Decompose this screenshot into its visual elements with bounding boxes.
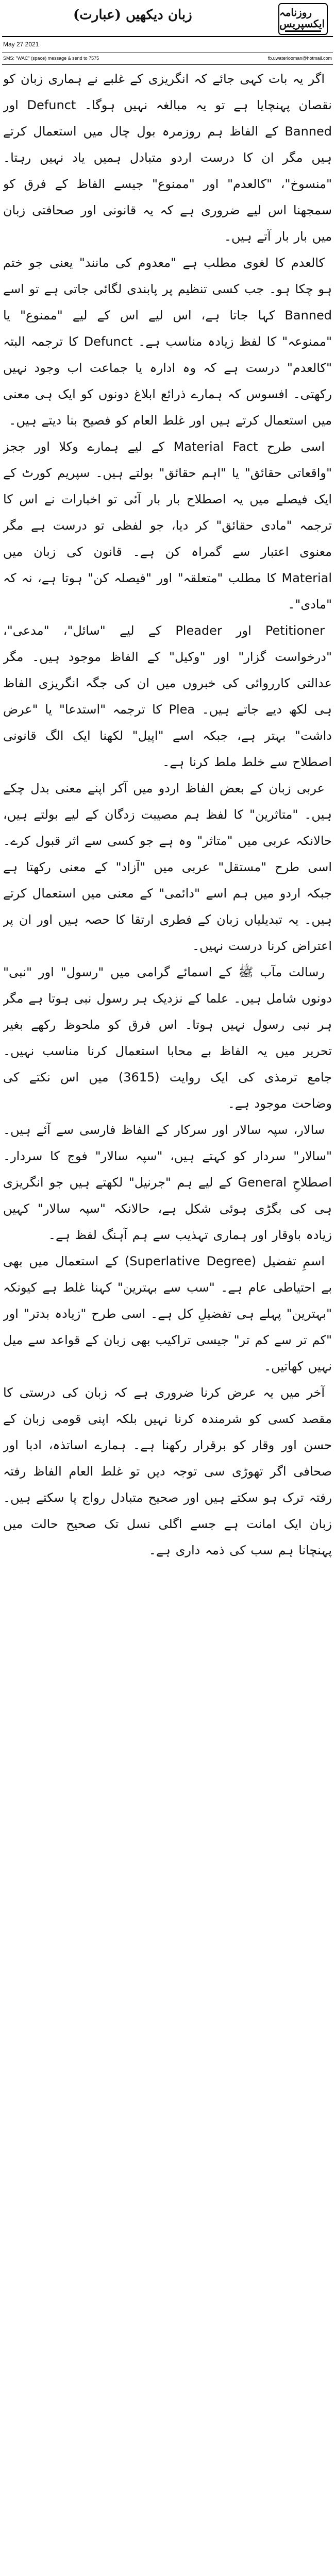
date-bar	[2, 37, 333, 53]
masthead	[2, 0, 333, 37]
article-body	[3, 66, 332, 2576]
sms-instructions: SMS: "WAC" (space) message & send to 7575	[3, 56, 99, 61]
newspaper-logo	[278, 3, 328, 35]
article-paragraph: سالار، سپہ سالار اور سرکار کے الفاظ فارسی سے آئے ہیں۔ "سالار" سردار کو کہتے ہیں، "سپہ سالار" فوج کا سردار۔ اصطلاحِ General کے لیے ہم "جرنیل" لکھتے ہیں جو انگریزی ہی کی بگڑی ہوئی شکل ہے، حالانکہ "سپہ سالار" کہیں زیادہ باوقار اور ہماری تہذیب سے ہم آہنگ لفظ ہے۔	[3, 1123, 332, 1242]
article-paragraph: اسی طرح Material Fact کے لیے ہمارے وکلا اور ججز "واقعاتی حقائق" یا "اہم حقائق" بولتے ہیں۔ سپریم کورٹ کے ایک فیصلے میں یہ اصطلاح بار بار آئی تو اخبارات نے اس کا ترجمہ "مادی حقائق" کر دیا، جو لفظی تو درست ہے مگر معنوی اعتبار سے گمراہ کن ہے۔ قانون کی زبان میں Material کا مطلب "متعلقہ" اور "فیصلہ کن" ہوتا ہے، نہ کہ "مادی"۔	[3, 439, 332, 612]
publish-date: May 27 2021	[3, 41, 39, 48]
article-paragraph: اسمِ تفضیل (Superlative Degree) کے استعمال میں بھی بے احتیاطی عام ہے۔ "سب سے بہترین" کہنا غلط ہے کیونکہ "بہترین" پہلے ہی تفضیلِ کل ہے۔ اسی طرح "زیادہ بدتر" اور "کم تر سے کم تر" جیسی تراکیب بھی زبان کے قواعد سے میل نہیں کھاتیں۔	[3, 1254, 332, 1374]
logo-text: روزنامہ ایکسپریس	[279, 6, 325, 30]
author-email[interactable]: fb.uwaterlooman@hotmail.com	[267, 56, 332, 61]
column-title: زبان دیکھیں (عبارت)	[73, 7, 192, 23]
article-text	[3, 66, 332, 1564]
article-paragraph: آخر میں یہ عرض کرنا ضروری ہے کہ زبان کی درستی کا مقصد کسی کو شرمندہ کرنا نہیں بلکہ اپنی قومی زبان کے حسن اور وقار کو برقرار رکھنا ہے۔ ہمارے اساتذہ، ادبا اور صحافی اگر تھوڑی سی توجہ دیں تو غلط العام الفاظ رفتہ رفتہ ترک ہو سکتے ہیں اور صحیح متبادل رواج پا سکتے ہیں۔ زبان ایک امانت ہے جسے اگلی نسل تک صحیح حالت میں پہنچانا ہم سب کی ذمہ داری ہے۔	[3, 1385, 332, 1557]
logo-rule	[285, 30, 321, 32]
article-paragraph: اگر یہ بات کہی جائے کہ انگریزی کے غلبے نے ہماری زبان کو نقصان پہنچایا ہے تو یہ مبالغہ نہیں ہوگا۔ Defunct اور Banned کے الفاظ ہم روزمرہ بول چال میں استعمال کرتے ہیں مگر ان کا درست اردو متبادل ہمیں یاد نہیں رہتا۔ "منسوخ"، "کالعدم" اور "ممنوع" جیسے الفاظ کے فرق کو سمجھنا اس لیے ضروری ہے کہ یہ قانونی اور صحافتی زبان میں بار بار آتے ہیں۔	[3, 72, 332, 244]
article-paragraph: رسالت مآب ﷺ کے اسمائے گرامی میں "رسول" اور "نبی" دونوں شامل ہیں۔ علما کے نزدیک ہر رسول نبی ہوتا ہے مگر ہر نبی رسول نہیں ہوتا۔ اس فرق کو ملحوظ رکھے بغیر تحریر میں یہ الفاظ بے محابا استعمال کرنا مناسب نہیں۔ جامع ترمذی کی ایک روایت (3615) میں اس نکتے کی وضاحت موجود ہے۔	[3, 965, 332, 1111]
article-paragraph: Petitioner اور Pleader کے لیے "سائل"، "مدعی"، "درخواست گزار" اور "وکیل" کے الفاظ موجود ہیں۔ مگر عدالتی کارروائی کی خبروں میں ان کی جگہ انگریزی الفاظ ہی لکھ دیے جاتے ہیں۔ Plea کا ترجمہ "استدعا" یا "عرض داشت" بہتر ہے، جبکہ اسے "اپیل" لکھنا ایک الگ قانونی اصطلاح سے خلط ملط کرنا ہے۔	[3, 623, 332, 769]
contact-bar	[2, 53, 333, 65]
article-paragraph: کالعدم کا لغوی مطلب ہے "معدوم کی مانند" یعنی جو ختم ہو چکا ہو۔ جب کسی تنظیم پر پابندی لگائی جاتی ہے تو اسے Banned کہا جاتا ہے، اس لیے اس کے لیے "ممنوع" یا "ممنوعہ" کا لفظ زیادہ مناسب ہے۔ Defunct کا ترجمہ البتہ "کالعدم" درست ہے کہ وہ ادارہ یا جماعت اب وجود نہیں رکھتی۔ افسوس کہ ہمارے ذرائع ابلاغ دونوں کو ایک ہی معنی میں استعمال کرتے ہیں اور غلط العام کو فصیح بنا دیتے ہیں۔	[3, 256, 332, 428]
article-paragraph: عربی زبان کے بعض الفاظ اردو میں آکر اپنے معنی بدل چکے ہیں۔ "متاثرین" کا لفظ ہم مصیبت زدگان کے لیے بولتے ہیں، حالانکہ عربی میں "متاثر" وہ ہے جو کسی سے اثر قبول کرے۔ اسی طرح "مستقل" عربی میں "آزاد" کے معنی رکھتا ہے جبکہ اردو میں ہم اسے "دائمی" کے معنی میں استعمال کرتے ہیں۔ یہ تبدیلیاں زبان کے فطری ارتقا کا حصہ ہیں اور ان پر اعتراض کرنا درست نہیں۔	[3, 781, 332, 953]
